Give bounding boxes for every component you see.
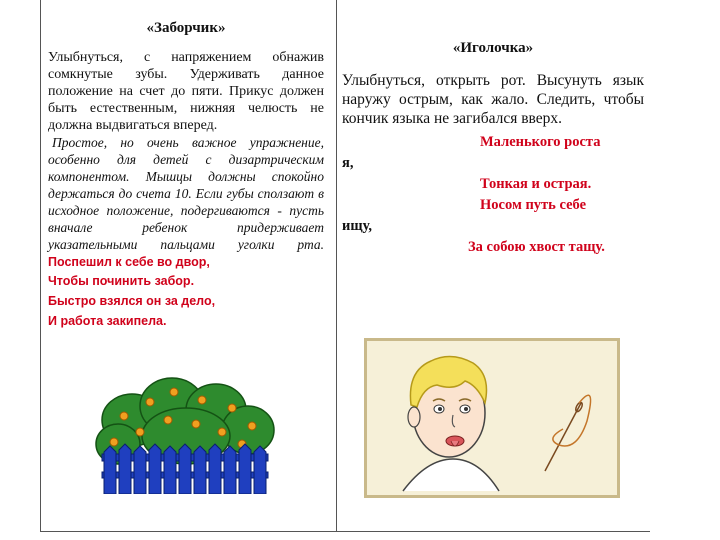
needle-exercise-instructions: Улыбнуться, открыть рот. Высунуть язык наружу острым, как жало. Следить, чтобы кончик языка не загибался вверх. — [342, 72, 644, 127]
boy-ear — [408, 407, 420, 427]
column-divider-line — [336, 0, 337, 532]
needle-poem-line-3: Носом путь себе — [480, 197, 587, 213]
boy-needle-illustration — [367, 341, 617, 495]
needle-poem-line-4: За собою хвост тащу. — [468, 239, 605, 255]
fence-poem-line-1: Поспешил к себе во двор, — [48, 255, 210, 269]
fence-exercise-note — [48, 134, 324, 271]
bush-fence-illustration — [92, 372, 278, 494]
fence-exercise-instructions: Улыбнуться, с напряжением обнажив сомкнутые зубы. Удерживать данное положение на счет до пяти. Прикус должен быть естественным, нижняя челюсть не должна выдвигаться вперед. — [48, 50, 324, 133]
fence-poem-line-2: Чтобы починить забор. — [48, 274, 195, 288]
needle-exercise-title: «Иголочка» — [452, 40, 534, 56]
fence-poem-line-3: Быстро взялся он за дело, — [48, 294, 216, 308]
needle-poem-line-2: Тонкая и острая. — [480, 176, 592, 192]
fence — [102, 444, 268, 494]
bottom-border-line — [40, 531, 650, 532]
fence-note-text: Простое, но очень важное упражнение, особенно для детей с дизартрическим компонентом. Мышцы должны спокойно держаться до счета 10. Если губы сползают в исходное положение, подергиваются - пусть вначале ребенок придерживает указательными пальцами уголки рта. — [48, 135, 324, 252]
exercise-needle-column — [342, 40, 644, 258]
needle-poem-line-3-tail: ищу, — [342, 218, 373, 234]
fence-poem — [48, 271, 324, 331]
fence-poem-line-4: И работа закипела. — [48, 314, 167, 328]
needle-poem-line-1-tail: я, — [342, 155, 354, 171]
left-border-line — [40, 0, 41, 532]
exercise-fence-column — [48, 20, 324, 331]
boy-shoulders — [403, 459, 499, 491]
needle-poem-line-1: Маленького роста — [480, 134, 601, 150]
boy-needle-picture — [364, 338, 620, 498]
needle-poem — [342, 132, 644, 258]
fence-exercise-title: «Заборчик» — [146, 20, 226, 36]
needle-icon — [545, 395, 591, 471]
